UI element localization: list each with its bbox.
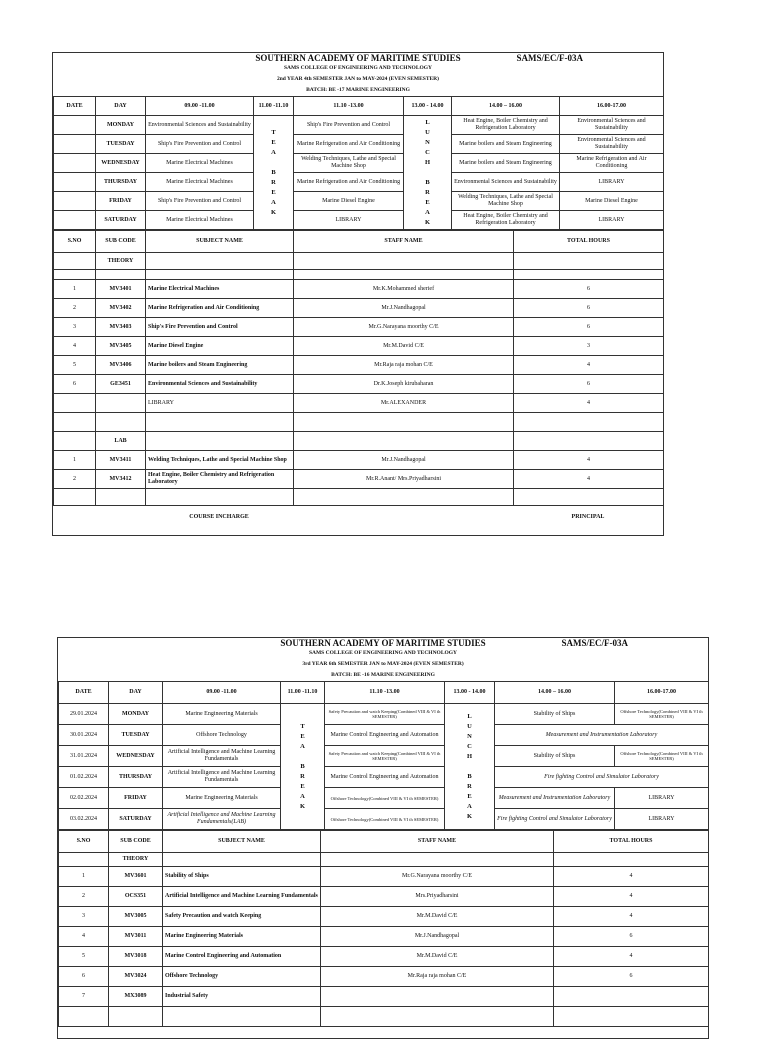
date-cell — [54, 173, 96, 192]
academy-title: SOUTHERN ACADEMY OF MARITIME STUDIES — [255, 53, 461, 63]
lab-slot-cell: Fire fighting Control and Simulator Laboratory — [495, 767, 709, 788]
col-lunch: 13.00 - 14.00 — [404, 97, 452, 116]
subject-cell: Artificial Intelligence and Machine Learning Fundamentals — [163, 887, 321, 907]
code-cell: MX3089 — [109, 987, 163, 1007]
theory-label: THEORY — [109, 853, 163, 867]
form-code: SAMS/EC/F-03A — [516, 53, 583, 63]
subject-cell: Stability of Ships — [163, 867, 321, 887]
col-total-hours: TOTAL HOURS — [514, 231, 664, 253]
table-row — [54, 375, 664, 394]
table-row — [54, 356, 664, 375]
slot-cell: Safety Precaution and watch Keeping(Combined VIII & VI th SEMESTER) — [325, 746, 445, 767]
sno-cell: 6 — [54, 375, 96, 394]
code-cell: MV3411 — [96, 451, 146, 470]
table-row — [54, 337, 664, 356]
day-cell: TUESDAY — [109, 725, 163, 746]
slot-cell: Measurement and Instrumentation Laboratory — [495, 788, 615, 809]
slot-cell: Artificial Intelligence and Machine Learning Fundamentals — [163, 746, 281, 767]
subject-allocation-table — [53, 230, 664, 506]
sno-cell: 2 — [59, 887, 109, 907]
code-cell: MV3405 — [96, 337, 146, 356]
subject-header-row — [59, 831, 709, 853]
hours-cell: 4 — [554, 887, 709, 907]
date-cell: 02.02.2024 — [59, 788, 109, 809]
staff-cell: Mr.M.David C/E — [294, 337, 514, 356]
col-day: DAY — [96, 97, 146, 116]
col-tea: 11.00 -11.10 — [254, 97, 294, 116]
batch-line: BATCH: BE -16 MARINE ENGINEERING — [331, 672, 435, 678]
slot-cell: Stability of Ships — [495, 704, 615, 725]
table-row — [59, 887, 709, 907]
slot-cell: Marine Electrical Machines — [146, 173, 254, 192]
staff-cell: Mr.Raja raja mohan C/E — [294, 356, 514, 375]
day-cell: WEDNESDAY — [109, 746, 163, 767]
sno-cell: 3 — [54, 318, 96, 337]
sno-cell: 2 — [54, 299, 96, 318]
day-cell: FRIDAY — [109, 788, 163, 809]
course-incharge-label: COURSE INCHARGE — [189, 513, 249, 520]
subject-cell: Marine Control Engineering and Automation — [163, 947, 321, 967]
table-row — [59, 987, 709, 1007]
subject-cell: Industrial Safety — [163, 987, 321, 1007]
sno-cell: 4 — [59, 927, 109, 947]
schedule-row — [54, 173, 664, 192]
sno-cell: 5 — [54, 356, 96, 375]
subject-cell: Offshore Technology — [163, 967, 321, 987]
col-slot4: 16.00-17.00 — [560, 97, 664, 116]
slot-cell: Marine Engineering Materials — [163, 704, 281, 725]
slot-cell: Marine boilers and Steam Engineering — [452, 135, 560, 154]
slot-cell: Environmental Sciences and Sustainability — [560, 135, 664, 154]
subject-header-row — [54, 231, 664, 253]
sno-cell: 7 — [59, 987, 109, 1007]
code-cell: MV3412 — [96, 470, 146, 489]
slot-cell: Artificial Intelligence and Machine Learning Fundamentals(LAB) — [163, 809, 281, 830]
hours-cell: 4 — [554, 867, 709, 887]
staff-cell: Mr.J.Nandhagopal — [294, 451, 514, 470]
principal-label: PRINCIPAL — [571, 513, 605, 520]
col-sub-code: SUB CODE — [109, 831, 163, 853]
col-total-hours: TOTAL HOURS — [554, 831, 709, 853]
code-cell: MV3601 — [109, 867, 163, 887]
college-name: SAMS COLLEGE OF ENGINEERING AND TECHNOLOGY — [308, 650, 458, 656]
staff-cell: Mr.J.Nandhagopal — [321, 927, 554, 947]
schedule-row — [59, 746, 709, 767]
theory-label-row — [59, 853, 709, 867]
schedule-row — [54, 211, 664, 230]
sno-cell: 3 — [59, 907, 109, 927]
date-cell — [54, 192, 96, 211]
table-row — [54, 394, 664, 413]
slot-cell: Offshore Technology(Combined VIII & VI th SEMESTER) — [325, 788, 445, 809]
lab-label: LAB — [96, 432, 146, 451]
slot-cell: LIBRARY — [560, 211, 664, 230]
date-cell: 01.02.2024 — [59, 767, 109, 788]
staff-cell: Mr.G.Narayana moorthy C/E — [321, 867, 554, 887]
slot-cell: Offshore Technology(Combined VIII & VI th SEMESTER) — [615, 746, 709, 767]
col-day: DAY — [109, 682, 163, 704]
slot-cell: Artificial Intelligence and Machine Learning Fundamentals — [163, 767, 281, 788]
table-row — [59, 927, 709, 947]
staff-cell: Dr.K.Joseph kirubaharan — [294, 375, 514, 394]
timetable-sheet-be17 — [52, 52, 664, 536]
table-row — [59, 967, 709, 987]
date-cell — [54, 154, 96, 173]
table-row — [54, 451, 664, 470]
col-staff-name: STAFF NAME — [321, 831, 554, 853]
subject-cell: Ship's Fire Prevention and Control — [146, 318, 294, 337]
col-sno: S.NO — [54, 231, 96, 253]
slot-cell: Ship's Fire Prevention and Control — [146, 135, 254, 154]
slot-cell: Marine Refrigeration and Air Conditioning — [294, 173, 404, 192]
signature-footer — [53, 506, 663, 528]
schedule-row — [54, 135, 664, 154]
schedule-row — [54, 192, 664, 211]
slot-cell: Safety Precaution and watch Keeping(Combined VIII & VI th SEMESTER) — [325, 704, 445, 725]
sno-cell: 4 — [54, 337, 96, 356]
staff-cell: Mr.G.Narayana moorthy C/E — [294, 318, 514, 337]
col-tea: 11.00 -11.10 — [281, 682, 325, 704]
slot-cell: Heat Engine, Boiler Chemistry and Refrigeration Laboratory — [452, 211, 560, 230]
slot-cell: Marine boilers and Steam Engineering — [452, 154, 560, 173]
day-cell: THURSDAY — [109, 767, 163, 788]
staff-cell: Mr.J.Nandhagopal — [294, 299, 514, 318]
code-cell: GE3451 — [96, 375, 146, 394]
slot-cell: Marine Engineering Materials — [163, 788, 281, 809]
subject-cell: Marine Electrical Machines — [146, 280, 294, 299]
sno-cell: 1 — [59, 867, 109, 887]
date-cell: 29.01.2024 — [59, 704, 109, 725]
schedule-row — [59, 809, 709, 830]
sheet-header — [58, 638, 708, 681]
date-cell — [54, 211, 96, 230]
slot-cell: LIBRARY — [615, 809, 709, 830]
form-code: SAMS/EC/F-03A — [561, 638, 628, 648]
weekly-schedule-table — [58, 681, 709, 830]
slot-cell: Ship's Fire Prevention and Control — [294, 116, 404, 135]
col-subject-name: SUBJECT NAME — [163, 831, 321, 853]
hours-cell: 6 — [514, 318, 664, 337]
slot-cell: Welding Techniques, Lathe and Special Machine Shop — [294, 154, 404, 173]
subject-cell: Marine boilers and Steam Engineering — [146, 356, 294, 375]
hours-cell — [554, 987, 709, 1007]
slot-cell: Stability of Ships — [495, 746, 615, 767]
code-cell: MV3011 — [109, 927, 163, 947]
date-cell — [54, 116, 96, 135]
batch-line: BATCH: BE -17 MARINE ENGINEERING — [306, 87, 410, 93]
sno-cell — [54, 394, 96, 413]
slot-cell: LIBRARY — [560, 173, 664, 192]
col-slot2: 11.10 -13.00 — [294, 97, 404, 116]
hours-cell: 6 — [514, 280, 664, 299]
schedule-row — [59, 767, 709, 788]
staff-cell: Mrs.Priyadharsini — [321, 887, 554, 907]
hours-cell: 4 — [514, 470, 664, 489]
hours-cell: 4 — [514, 356, 664, 375]
staff-cell: Mr.K.Mohammed sherief — [294, 280, 514, 299]
lab-slot-cell: Measurement and Instrumentation Laboratory — [495, 725, 709, 746]
slot-cell: Marine Refrigeration and Air Conditioning — [294, 135, 404, 154]
slot-cell: Offshore Technology — [163, 725, 281, 746]
hours-cell: 6 — [514, 375, 664, 394]
table-row — [59, 947, 709, 967]
staff-cell: Mr.M.David C/E — [321, 907, 554, 927]
timetable-sheet-be16 — [57, 637, 709, 1039]
code-cell: MV3018 — [109, 947, 163, 967]
col-staff-name: STAFF NAME — [294, 231, 514, 253]
slot-cell: Fire fighting Control and Simulator Laboratory — [495, 809, 615, 830]
slot-cell: Environmental Sciences and Sustainability — [560, 116, 664, 135]
slot-cell: Marine Electrical Machines — [146, 211, 254, 230]
subject-cell: Marine Engineering Materials — [163, 927, 321, 947]
slot-cell: Marine Diesel Engine — [294, 192, 404, 211]
slot-cell: Heat Engine, Boiler Chemistry and Refrigeration Laboratory — [452, 116, 560, 135]
slot-cell: Marine Control Engineering and Automation — [325, 725, 445, 746]
code-cell: MV3401 — [96, 280, 146, 299]
subject-cell: Welding Techniques, Lathe and Special Machine Shop — [146, 451, 294, 470]
slot-cell: Marine Refrigeration and Air Conditioning — [560, 154, 664, 173]
slot-cell: Environmental Sciences and Sustainability — [452, 173, 560, 192]
slot-cell: Welding Techniques, Lathe and Special Machine Shop — [452, 192, 560, 211]
schedule-row — [59, 725, 709, 746]
day-cell: MONDAY — [96, 116, 146, 135]
theory-label-row — [54, 253, 664, 270]
code-cell: MV3406 — [96, 356, 146, 375]
hours-cell: 6 — [554, 967, 709, 987]
schedule-row — [54, 154, 664, 173]
tea-break-cell: T E A B R E A K — [281, 704, 325, 830]
subject-cell: Marine Diesel Engine — [146, 337, 294, 356]
slot-cell: LIBRARY — [615, 788, 709, 809]
weekly-schedule-table — [53, 96, 664, 230]
staff-cell: Mr.M.David C/E — [321, 947, 554, 967]
staff-cell: Mr.Raja raja mohan C/E — [321, 967, 554, 987]
col-slot3: 14.00 – 16.00 — [452, 97, 560, 116]
subject-cell: Heat Engine, Boiler Chemistry and Refrigeration Laboratory — [146, 470, 294, 489]
date-cell: 30.01.2024 — [59, 725, 109, 746]
table-row — [54, 470, 664, 489]
hours-cell: 4 — [514, 394, 664, 413]
sno-cell: 6 — [59, 967, 109, 987]
col-date: DATE — [54, 97, 96, 116]
date-cell: 31.01.2024 — [59, 746, 109, 767]
day-cell: SATURDAY — [96, 211, 146, 230]
col-slot4: 16.00-17.00 — [615, 682, 709, 704]
day-cell: TUESDAY — [96, 135, 146, 154]
lab-label-row — [54, 432, 664, 451]
hours-cell: 4 — [554, 947, 709, 967]
academy-title: SOUTHERN ACADEMY OF MARITIME STUDIES — [280, 638, 486, 648]
code-cell: MV3403 — [96, 318, 146, 337]
schedule-row — [59, 788, 709, 809]
subject-cell: LIBRARY — [146, 394, 294, 413]
staff-cell: Mr.ALEXANDER — [294, 394, 514, 413]
col-subject-name: SUBJECT NAME — [146, 231, 294, 253]
col-slot1: 09.00 -11.00 — [163, 682, 281, 704]
code-cell: MV3005 — [109, 907, 163, 927]
college-name: SAMS COLLEGE OF ENGINEERING AND TECHNOLOGY — [283, 65, 433, 71]
col-slot1: 09.00 -11.00 — [146, 97, 254, 116]
table-row — [54, 280, 664, 299]
col-sno: S.NO — [59, 831, 109, 853]
schedule-header-row — [54, 97, 664, 116]
code-cell — [96, 394, 146, 413]
subject-cell: Safety Precaution and watch Keeping — [163, 907, 321, 927]
slot-cell: Offshore Technology(Combined VIII & VI th SEMESTER) — [615, 704, 709, 725]
day-cell: SATURDAY — [109, 809, 163, 830]
lunch-break-cell: L U N C H B R E A K — [445, 704, 495, 830]
slot-cell: Offshore Technology(Combined VIII & VI th SEMESTER) — [325, 809, 445, 830]
hours-cell: 4 — [514, 451, 664, 470]
hours-cell: 4 — [554, 907, 709, 927]
slot-cell: Marine Diesel Engine — [560, 192, 664, 211]
schedule-header-row — [59, 682, 709, 704]
day-cell: WEDNESDAY — [96, 154, 146, 173]
staff-cell — [321, 987, 554, 1007]
col-slot2: 11.10 -13.00 — [325, 682, 445, 704]
lunch-break-cell: L U N C H B R E A K — [404, 116, 452, 230]
semester-line: 2nd YEAR 4th SEMESTER JAN to MAY-2024 (EVEN SEMESTER) — [277, 76, 439, 82]
semester-line: 3rd YEAR 6th SEMESTER JAN to MAY-2024 (EVEN SEMESTER) — [302, 661, 464, 667]
col-lunch: 13.00 - 14.00 — [445, 682, 495, 704]
slot-cell: Environmental Sciences and Sustainability — [146, 116, 254, 135]
sno-cell: 1 — [54, 280, 96, 299]
sno-cell: 5 — [59, 947, 109, 967]
theory-label: THEORY — [96, 253, 146, 270]
table-row — [59, 867, 709, 887]
day-cell: MONDAY — [109, 704, 163, 725]
subject-cell: Marine Refrigeration and Air Conditioning — [146, 299, 294, 318]
schedule-row — [54, 116, 664, 135]
table-row — [59, 907, 709, 927]
table-row — [54, 318, 664, 337]
schedule-row — [59, 704, 709, 725]
code-cell: MV3402 — [96, 299, 146, 318]
slot-cell: LIBRARY — [294, 211, 404, 230]
day-cell: FRIDAY — [96, 192, 146, 211]
sheet-header — [53, 53, 663, 96]
date-cell — [54, 135, 96, 154]
hours-cell: 3 — [514, 337, 664, 356]
table-row — [54, 299, 664, 318]
col-sub-code: SUB CODE — [96, 231, 146, 253]
slot-cell: Marine Control Engineering and Automation — [325, 767, 445, 788]
subject-cell: Environmental Sciences and Sustainability — [146, 375, 294, 394]
code-cell: OCS351 — [109, 887, 163, 907]
sno-cell: 1 — [54, 451, 96, 470]
code-cell: MV3024 — [109, 967, 163, 987]
col-slot3: 14.00 – 16.00 — [495, 682, 615, 704]
day-cell: THURSDAY — [96, 173, 146, 192]
date-cell: 03.02.2024 — [59, 809, 109, 830]
subject-allocation-table — [58, 830, 709, 1027]
sno-cell: 2 — [54, 470, 96, 489]
hours-cell: 6 — [514, 299, 664, 318]
slot-cell: Marine Electrical Machines — [146, 154, 254, 173]
staff-cell: Mr.R.Anant/ Mrs.Priyadharsini — [294, 470, 514, 489]
slot-cell: Ship's Fire Prevention and Control — [146, 192, 254, 211]
tea-break-cell: T E A B R E A K — [254, 116, 294, 230]
col-date: DATE — [59, 682, 109, 704]
hours-cell: 6 — [554, 927, 709, 947]
